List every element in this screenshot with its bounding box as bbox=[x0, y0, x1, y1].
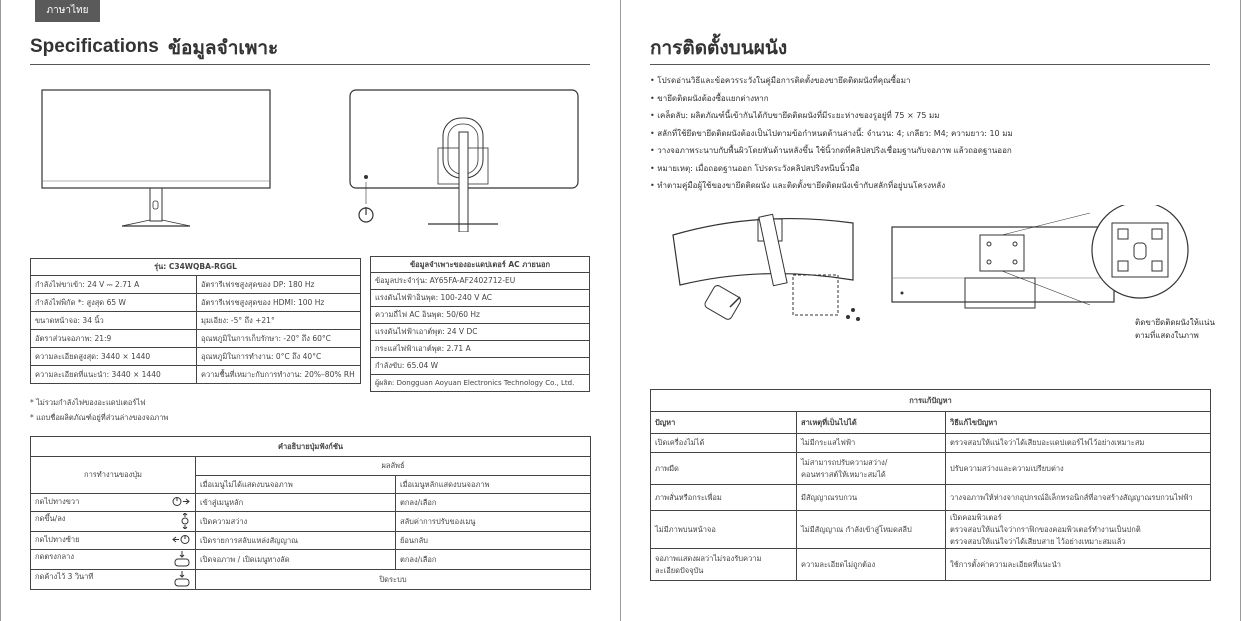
trouble-problem: ไม่มีภาพบนหน้าจอ bbox=[651, 511, 797, 549]
button-result-b: สลับค่าการปรับของเมนู bbox=[396, 512, 591, 532]
button-result-a: เปิดความสว่าง bbox=[196, 512, 396, 532]
trouble-problem: เปิดเครื่องไม่ได้ bbox=[651, 434, 797, 453]
trouble-solution: ใช้การตั้งค่าความละเอียดที่แนะนำ bbox=[946, 549, 1211, 581]
press-hold-icon bbox=[173, 571, 191, 589]
trouble-problem bbox=[651, 549, 797, 581]
solution-line: ตรวจสอบให้แน่ใจว่าได้เสียบสาย ไว้อย่างเหมาะสมแล้ว bbox=[950, 536, 1126, 546]
op-label: กดไปทางซ้าย bbox=[35, 535, 80, 544]
button-op-cell bbox=[31, 512, 196, 532]
op-label: กดไปทางขวา bbox=[35, 497, 80, 506]
bullet-item: • ขายึดติดผนังต้องซื้อแยกต่างหาก bbox=[650, 93, 769, 103]
button-result-a: เปิดจอภาพ / เปิดเมนูทางลัด bbox=[196, 550, 396, 570]
button-result-b: ย้อนกลับ bbox=[396, 532, 591, 550]
bullet-item: • โปรดอ่านวิธีและข้อควรระวังในคู่มือการติดตั้งของขายึดติดผนังที่คุณซื้อมา bbox=[650, 76, 911, 85]
op-label: กดค้างไว้ 3 วินาที bbox=[35, 571, 94, 581]
adapter-cell: ความถี่ไฟ AC อินพุต: 50/60 Hz bbox=[371, 307, 590, 324]
center-fold bbox=[620, 0, 621, 621]
trouble-cause bbox=[797, 453, 946, 485]
bullet-item: • ทำตามคู่มือผู้ใช้ของขายึดติดผนัง และติดตั้งขายึดติดผนังเข้ากับสลักที่อยู่บนโครงหลัง bbox=[650, 181, 946, 190]
trouble-cause: ไม่มีกระแสไฟฟ้า bbox=[797, 434, 946, 453]
solution-line: ตรวจสอบให้แน่ใจว่ากราฟิกของคอมพิวเตอร์ทำงานเป็นปกติ bbox=[950, 524, 1141, 534]
trouble-cause: ความละเอียดไม่ถูกต้อง bbox=[797, 549, 946, 581]
monitor-back-illustration bbox=[348, 88, 580, 232]
result-subheader-a: เมื่อเมนูไม่ได้แสดงบนจอภาพ bbox=[196, 476, 396, 494]
note-power: * ไม่รวมกำลังไฟของอะแดปเตอร์ไฟ bbox=[30, 398, 146, 407]
trouble-solution: ตรวจสอบให้แน่ใจว่าได้เสียบอะแดปเตอร์ไฟไว้อย่างเหมาะสม bbox=[946, 434, 1211, 453]
spec-table-header: รุ่น: C34WQBA-RGGL bbox=[31, 259, 361, 276]
trouble-cause: มีสัญญาณรบกวน bbox=[797, 485, 946, 511]
adapter-cell: กำลังขับ: 65.04 W bbox=[371, 358, 590, 375]
button-result-b: ตกลง/เลือก bbox=[396, 550, 591, 570]
power-right-icon bbox=[171, 496, 191, 509]
button-table bbox=[30, 436, 591, 590]
monitor-front-illustration bbox=[40, 88, 272, 232]
trouble-solution bbox=[946, 511, 1211, 549]
spec-cell: อัตรารีเฟรชสูงสุดของ HDMI: 100 Hz bbox=[197, 294, 361, 312]
trouble-problem: ภาพมืด bbox=[651, 453, 797, 485]
button-result-off: ปิดระบบ bbox=[196, 570, 591, 590]
bullet-item: • หมายเหตุ: เมื่อถอดฐานออก โปรดระวังคลิปสปริงหนีบนิ้วมือ bbox=[650, 163, 860, 173]
left-title-rule bbox=[30, 64, 590, 65]
adapter-cell: ข้อมูลประจำรุ่น: AY65FA-AF2402712-EU bbox=[371, 273, 590, 290]
op-label: กดตรงกลาง bbox=[35, 551, 74, 561]
spec-cell: ความละเอียดสูงสุด: 3440 × 1440 bbox=[31, 348, 197, 366]
button-result-b: ตกลง/เลือก bbox=[396, 494, 591, 512]
button-result-header: ผลลัพธ์ bbox=[196, 457, 591, 476]
adapter-cell: กระแสไฟฟ้าเอาต์พุต: 2.71 A bbox=[371, 341, 590, 358]
stand-removal-illustration bbox=[668, 205, 868, 335]
spec-cell: อุณหภูมิในการทำงาน: 0°C ถึง 40°C bbox=[197, 348, 361, 366]
op-label: กดขึ้น/ลง bbox=[35, 513, 66, 523]
wall-mount-caption: ติดขายึดติดผนังให้แน่นตามที่แสดงในภาพ bbox=[1135, 318, 1215, 340]
button-op-cell bbox=[31, 494, 196, 512]
spec-cell: ขนาดหน้าจอ: 34 นิ้ว bbox=[31, 312, 197, 330]
adapter-cell: แรงดันไฟฟ้าอินพุต: 100-240 V AC bbox=[371, 290, 590, 307]
note-label: * แถบชื่อผลิตภัณฑ์อยู่ที่ส่วนล่างของจอภาพ bbox=[30, 413, 169, 422]
left-page-border bbox=[0, 0, 1, 621]
spec-cell: อุณหภูมิในการเก็บรักษา: -20° ถึง 60°C bbox=[197, 330, 361, 348]
spec-cell: มุมเอียง: -5° ถึง +21° bbox=[197, 312, 361, 330]
problem-line: จอภาพแสดงผลว่าไม่รองรับความ bbox=[655, 553, 762, 563]
cause-line: ไม่สามารถปรับความสว่าง/ bbox=[801, 457, 888, 467]
spec-cell: กำลังไฟพิกัด *: สูงสุด 65 W bbox=[31, 294, 197, 312]
trouble-table-title: การแก้ปัญหา bbox=[651, 390, 1211, 412]
spec-cell: อัตราส่วนจอภาพ: 21:9 bbox=[31, 330, 197, 348]
trouble-solution: วางจอภาพให้ห่างจากอุปกรณ์อิเล็กทรอนิกส์ที่อาจสร้างสัญญาณรบกวนไฟฟ้า bbox=[946, 485, 1211, 511]
trouble-solution: ปรับความสว่างและความเปรียบต่าง bbox=[946, 453, 1211, 485]
specs-title-en: Specifications bbox=[30, 36, 159, 57]
button-op-cell bbox=[31, 532, 196, 550]
trouble-problem: ภาพสั่นหรือกระเพื่อม bbox=[651, 485, 797, 511]
trouble-header-problem: ปัญหา bbox=[651, 412, 797, 434]
adapter-table-header: ข้อมูลจำเพาะของอะแดปเตอร์ AC ภายนอก bbox=[371, 257, 590, 273]
bullet-item: • วางจอภาพระนาบกับพื้นผิวโดยหันด้านหลังขึ้น ใช้นิ้วกดที่คลิปสปริงเชื่อมฐานกับจอภาพ แล้วถอดฐานออก bbox=[650, 146, 1012, 155]
power-left-icon bbox=[171, 534, 191, 547]
specs-title-th: ข้อมูลจำเพาะ bbox=[168, 37, 279, 59]
language-tab: ภาษาไทย bbox=[35, 0, 100, 22]
wall-mount-back-illustration bbox=[890, 205, 1210, 315]
press-center-icon bbox=[173, 551, 191, 569]
spec-table bbox=[30, 258, 361, 384]
trouble-cause: ไม่มีสัญญาณ กำลังเข้าสู่โหมดสลีป bbox=[797, 511, 946, 549]
trouble-header-solution: วิธีแก้ไขปัญหา bbox=[946, 412, 1211, 434]
result-subheader-b: เมื่อเมนูหลักแสดงบนจอภาพ bbox=[396, 476, 591, 494]
wall-mount-title: การติดตั้งบนผนัง bbox=[650, 37, 788, 59]
troubleshooting-table bbox=[650, 389, 1211, 581]
power-up-down-icon bbox=[179, 513, 191, 531]
spec-cell: ความชื้นที่เหมาะกับการทำงาน: 20%–80% RH bbox=[197, 366, 361, 384]
spec-cell: กำลังไฟขาเข้า: 24 V ⎓ 2.71 A bbox=[31, 276, 197, 294]
button-op-cell bbox=[31, 570, 196, 590]
button-result-a: เข้าสู่เมนูหลัก bbox=[196, 494, 396, 512]
button-op-cell bbox=[31, 550, 196, 570]
spec-cell: ความละเอียดที่แนะนำ: 3440 × 1440 bbox=[31, 366, 197, 384]
button-table-title: คำอธิบายปุ่มฟังก์ชัน bbox=[31, 437, 591, 457]
spec-cell: อัตรารีเฟรชสูงสุดของ DP: 180 Hz bbox=[197, 276, 361, 294]
adapter-table bbox=[370, 256, 590, 392]
solution-line: เปิดคอมพิวเตอร์ bbox=[950, 512, 1002, 522]
adapter-cell: ผู้ผลิต: Dongguan Aoyuan Electronics Technology Co., Ltd. bbox=[371, 375, 590, 392]
adapter-cell: แรงดันไฟฟ้าเอาต์พุต: 24 V DC bbox=[371, 324, 590, 341]
right-title-rule bbox=[650, 64, 1210, 65]
cause-line: คอนทราสต์ให้เหมาะสมได้ bbox=[801, 469, 886, 479]
wall-mount-instructions bbox=[650, 74, 1013, 197]
bullet-item: • เคล็ดลับ: ผลิตภัณฑ์นี้เข้ากันได้กับขายึดติดผนังที่มีระยะห่างของรูอยู่ที่ 75 × 75 มม bbox=[650, 111, 940, 120]
button-op-header: การทำงานของปุ่ม bbox=[31, 457, 196, 494]
bullet-item: • สลักที่ใช้ยึดขายึดติดผนังต้องเป็นไปตามข้อกำหนดด้านล่างนี้: จำนวน: 4; เกลียว: M4; ความยาว: 10 มม bbox=[650, 128, 1013, 138]
trouble-header-cause: สาเหตุที่เป็นไปได้ bbox=[797, 412, 946, 434]
button-result-a: เปิดรายการสลับแหล่งสัญญาณ bbox=[196, 532, 396, 550]
problem-line: ละเอียดปัจจุบัน bbox=[655, 565, 704, 575]
